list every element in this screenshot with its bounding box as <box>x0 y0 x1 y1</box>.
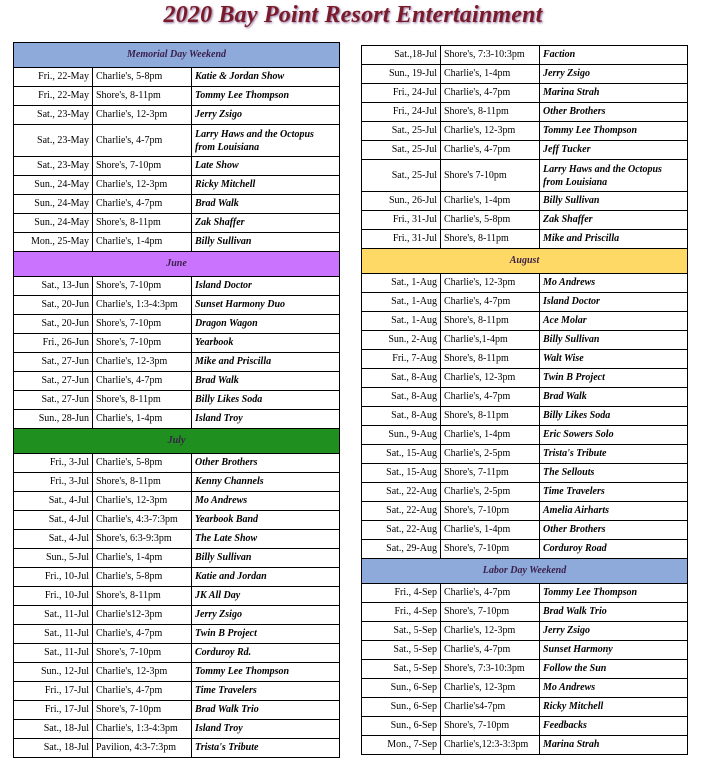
event-date: Mon., 7-Sep <box>362 736 441 755</box>
table-row <box>362 160 688 192</box>
event-artist: Yearbook <box>192 334 340 353</box>
table-row <box>362 736 688 755</box>
event-artist: Zak Shaffer <box>192 214 340 233</box>
event-artist: Katie and Jordan <box>192 568 340 587</box>
event-date: Sun., 24-May <box>14 176 93 195</box>
table-row <box>14 511 340 530</box>
event-date: Sat., 8-Aug <box>362 369 441 388</box>
event-artist: Sunset Harmony <box>540 641 688 660</box>
event-artist: Island Troy <box>192 410 340 429</box>
event-artist: Other Brothers <box>192 454 340 473</box>
event-venue-time: Charlie's, 1-4pm <box>93 549 192 568</box>
table-row <box>14 106 340 125</box>
event-date: Sat., 15-Aug <box>362 464 441 483</box>
event-venue-time: Shore's, 7-10pm <box>93 701 192 720</box>
event-artist: Trista's Tribute <box>540 445 688 464</box>
event-date: Mon., 25-May <box>14 233 93 252</box>
event-date: Fri., 17-Jul <box>14 682 93 701</box>
event-venue-time: Charlie's, 2-5pm <box>441 483 540 502</box>
event-venue-time: Charlie's, 1-4pm <box>93 410 192 429</box>
table-row <box>14 625 340 644</box>
schedule-table-left <box>13 42 340 758</box>
table-row <box>362 660 688 679</box>
event-artist: Billy Likes Soda <box>540 407 688 426</box>
event-venue-time: Charlie's, 4-7pm <box>441 293 540 312</box>
section-header: Labor Day Weekend <box>362 559 688 584</box>
event-artist: Other Brothers <box>540 103 688 122</box>
event-date: Sat., 22-Aug <box>362 521 441 540</box>
event-date: Sat., 4-Jul <box>14 511 93 530</box>
event-date: Sat., 18-Jul <box>14 720 93 739</box>
event-artist: Ricky Mitchell <box>192 176 340 195</box>
event-date: Sat., 25-Jul <box>362 122 441 141</box>
section-header: June <box>14 252 340 277</box>
event-date: Sun., 12-Jul <box>14 663 93 682</box>
event-date: Sun., 6-Sep <box>362 717 441 736</box>
event-artist: Larry Haws and the Octopus from Louisiana <box>192 125 340 157</box>
event-date: Sat., 27-Jun <box>14 372 93 391</box>
event-venue-time: Charlie's, 5-8pm <box>93 568 192 587</box>
section-header-row <box>14 43 340 68</box>
table-row <box>362 388 688 407</box>
table-row <box>362 274 688 293</box>
event-artist: Faction <box>540 46 688 65</box>
event-venue-time: Charlie's, 12-3pm <box>441 679 540 698</box>
section-header: July <box>14 429 340 454</box>
event-venue-time: Shore's, 7-10pm <box>93 644 192 663</box>
table-row <box>362 407 688 426</box>
event-date: Fri., 24-Jul <box>362 84 441 103</box>
event-date: Sat., 11-Jul <box>14 625 93 644</box>
table-row <box>14 701 340 720</box>
table-row <box>362 698 688 717</box>
event-artist: Mo Andrews <box>540 274 688 293</box>
event-date: Sat., 23-May <box>14 157 93 176</box>
event-artist: Jeff Tucker <box>540 141 688 160</box>
event-venue-time: Charlie's, 1-4pm <box>93 233 192 252</box>
event-date: Sat., 1-Aug <box>362 274 441 293</box>
event-date: Fri., 10-Jul <box>14 568 93 587</box>
event-artist: Corduroy Road <box>540 540 688 559</box>
table-row <box>14 176 340 195</box>
event-artist: Yearbook Band <box>192 511 340 530</box>
event-date: Sun., 2-Aug <box>362 331 441 350</box>
event-venue-time: Charlie's,1-4pm <box>441 331 540 350</box>
table-row <box>362 369 688 388</box>
table-row <box>14 587 340 606</box>
event-artist: Twin B Project <box>540 369 688 388</box>
table-row <box>362 521 688 540</box>
table-row <box>14 296 340 315</box>
event-venue-time: Charlie's, 12-3pm <box>93 106 192 125</box>
table-row <box>14 157 340 176</box>
event-date: Sun., 6-Sep <box>362 698 441 717</box>
event-artist: Twin B Project <box>192 625 340 644</box>
event-venue-time: Shore's, 7-10pm <box>441 540 540 559</box>
event-date: Sat., 23-May <box>14 106 93 125</box>
event-venue-time: Shore's, 8-11pm <box>441 407 540 426</box>
event-venue-time: Charlie's, 12-3pm <box>93 492 192 511</box>
event-venue-time: Charlie's,12:3-3:3pm <box>441 736 540 755</box>
event-venue-time: Charlie's, 1:3-4:3pm <box>93 720 192 739</box>
table-row <box>362 502 688 521</box>
event-artist: Sunset Harmony Duo <box>192 296 340 315</box>
event-artist: Mike and Priscilla <box>192 353 340 372</box>
event-venue-time: Shore's, 8-11pm <box>93 391 192 410</box>
event-venue-time: Charlie's, 1-4pm <box>441 192 540 211</box>
table-row <box>362 679 688 698</box>
event-date: Sat., 8-Aug <box>362 388 441 407</box>
event-artist: Amelia Airharts <box>540 502 688 521</box>
event-artist: Corduroy Rd. <box>192 644 340 663</box>
table-row <box>362 717 688 736</box>
event-date: Sat., 22-Aug <box>362 483 441 502</box>
event-venue-time: Charlie's, 4-7pm <box>441 641 540 660</box>
event-artist: Brad Walk <box>192 372 340 391</box>
event-venue-time: Charlie's, 4-7pm <box>93 625 192 644</box>
table-row <box>14 549 340 568</box>
event-artist: Billy Likes Soda <box>192 391 340 410</box>
schedule-table-right <box>361 45 688 755</box>
table-row <box>14 568 340 587</box>
table-row <box>362 293 688 312</box>
event-date: Sat., 1-Aug <box>362 293 441 312</box>
event-artist: Marina Strah <box>540 736 688 755</box>
event-date: Sat., 5-Sep <box>362 622 441 641</box>
event-venue-time: Charlie's, 12-3pm <box>93 353 192 372</box>
event-venue-time: Charlie's, 12-3pm <box>441 622 540 641</box>
event-date: Sat., 15-Aug <box>362 445 441 464</box>
event-date: Fri., 17-Jul <box>14 701 93 720</box>
table-row <box>362 641 688 660</box>
event-artist: Zak Shaffer <box>540 211 688 230</box>
table-row <box>14 473 340 492</box>
event-venue-time: Charlie's, 1-4pm <box>441 521 540 540</box>
event-venue-time: Shore's, 7-11pm <box>441 464 540 483</box>
table-row <box>362 426 688 445</box>
event-artist: Kenny Channels <box>192 473 340 492</box>
event-venue-time: Charlie's, 4-7pm <box>93 195 192 214</box>
event-artist: Dragon Wagon <box>192 315 340 334</box>
section-header: Memorial Day Weekend <box>14 43 340 68</box>
event-date: Fri., 22-May <box>14 68 93 87</box>
table-row <box>14 410 340 429</box>
table-row <box>14 195 340 214</box>
event-artist: Brad Walk Trio <box>540 603 688 622</box>
event-venue-time: Charlie's, 5-8pm <box>93 454 192 473</box>
table-row <box>362 192 688 211</box>
section-header-row <box>14 429 340 454</box>
event-artist: The Sellouts <box>540 464 688 483</box>
event-venue-time: Shore's, 8-11pm <box>441 230 540 249</box>
event-venue-time: Charlie's, 12-3pm <box>441 274 540 293</box>
table-row <box>14 125 340 157</box>
table-row <box>362 350 688 369</box>
event-venue-time: Charlie's, 4-7pm <box>93 682 192 701</box>
event-date: Fri., 22-May <box>14 87 93 106</box>
event-venue-time: Charlie's, 4-7pm <box>441 141 540 160</box>
event-artist: Jerry Zsigo <box>540 622 688 641</box>
event-date: Sun., 19-Jul <box>362 65 441 84</box>
event-venue-time: Shore's, 8-11pm <box>93 473 192 492</box>
table-row <box>14 663 340 682</box>
event-venue-time: Charlie's, 4:3-7:3pm <box>93 511 192 530</box>
event-date: Sun., 6-Sep <box>362 679 441 698</box>
event-artist: Tommy Lee Thompson <box>192 87 340 106</box>
event-date: Sun., 28-Jun <box>14 410 93 429</box>
event-date: Fri., 24-Jul <box>362 103 441 122</box>
event-venue-time: Shore's, 8-11pm <box>93 587 192 606</box>
event-artist: Mo Andrews <box>192 492 340 511</box>
event-date: Sat., 27-Jun <box>14 353 93 372</box>
event-date: Fri., 31-Jul <box>362 211 441 230</box>
event-date: Sun., 24-May <box>14 195 93 214</box>
event-venue-time: Charlie's, 1-4pm <box>441 426 540 445</box>
event-artist: Other Brothers <box>540 521 688 540</box>
table-row <box>14 720 340 739</box>
event-artist: Billy Sullivan <box>540 331 688 350</box>
event-date: Sat., 20-Jun <box>14 296 93 315</box>
table-row <box>14 315 340 334</box>
table-row <box>362 331 688 350</box>
event-date: Sat., 29-Aug <box>362 540 441 559</box>
table-row <box>362 622 688 641</box>
event-venue-time: Shore's, 7-10pm <box>93 157 192 176</box>
event-artist: Billy Sullivan <box>192 233 340 252</box>
event-artist: Jerry Zsigo <box>192 606 340 625</box>
event-venue-time: Charlie's, 4-7pm <box>441 388 540 407</box>
event-date: Sat., 5-Sep <box>362 660 441 679</box>
event-artist: Eric Sowers Solo <box>540 426 688 445</box>
event-artist: Island Troy <box>192 720 340 739</box>
event-artist: Ricky Mitchell <box>540 698 688 717</box>
event-date: Sat., 18-Jul <box>14 739 93 758</box>
table-row <box>14 87 340 106</box>
event-artist: Island Doctor <box>540 293 688 312</box>
event-venue-time: Charlie's, 4-7pm <box>93 125 192 157</box>
event-date: Fri., 3-Jul <box>14 454 93 473</box>
table-row <box>362 483 688 502</box>
event-artist: Time Travelers <box>192 682 340 701</box>
table-row <box>14 233 340 252</box>
event-artist: Billy Sullivan <box>192 549 340 568</box>
event-date: Sat., 25-Jul <box>362 141 441 160</box>
event-venue-time: Charlie's, 1-4pm <box>441 65 540 84</box>
event-date: Sat., 11-Jul <box>14 644 93 663</box>
event-venue-time: Shore's, 6:3-9:3pm <box>93 530 192 549</box>
event-venue-time: Charlie's, 4-7pm <box>441 584 540 603</box>
table-row <box>14 682 340 701</box>
event-venue-time: Charlie's, 12-3pm <box>441 122 540 141</box>
table-row <box>362 603 688 622</box>
event-venue-time: Shore's, 7:3-10:3pm <box>441 660 540 679</box>
event-venue-time: Shore's, 8-11pm <box>93 87 192 106</box>
event-artist: Brad Walk Trio <box>192 701 340 720</box>
event-artist: Marina Strah <box>540 84 688 103</box>
event-date: Sat., 27-Jun <box>14 391 93 410</box>
event-artist: Tommy Lee Thompson <box>540 122 688 141</box>
event-venue-time: Charlie's, 4-7pm <box>93 372 192 391</box>
event-date: Sat., 23-May <box>14 125 93 157</box>
event-artist: JK All Day <box>192 587 340 606</box>
table-row <box>362 141 688 160</box>
event-venue-time: Shore's, 7-10pm <box>441 603 540 622</box>
event-date: Sat., 22-Aug <box>362 502 441 521</box>
event-artist: Ace Molar <box>540 312 688 331</box>
event-date: Sat., 20-Jun <box>14 315 93 334</box>
event-date: Fri., 31-Jul <box>362 230 441 249</box>
event-venue-time: Shore's, 7-10pm <box>93 334 192 353</box>
event-venue-time: Shore's, 8-11pm <box>441 103 540 122</box>
table-row <box>362 584 688 603</box>
table-row <box>14 334 340 353</box>
table-row <box>362 445 688 464</box>
table-row <box>14 739 340 758</box>
event-date: Sun., 5-Jul <box>14 549 93 568</box>
event-venue-time: Charlie's, 12-3pm <box>93 663 192 682</box>
event-venue-time: Shore's 7-10pm <box>441 160 540 192</box>
table-row <box>362 464 688 483</box>
section-header: August <box>362 249 688 274</box>
event-venue-time: Charlie's, 2-5pm <box>441 445 540 464</box>
event-date: Sun., 24-May <box>14 214 93 233</box>
event-venue-time: Shore's, 7-10pm <box>441 717 540 736</box>
table-row <box>362 65 688 84</box>
table-row <box>362 46 688 65</box>
event-date: Sat., 5-Sep <box>362 641 441 660</box>
event-date: Fri., 4-Sep <box>362 584 441 603</box>
page-title: 2020 Bay Point Resort Entertainment <box>163 2 543 28</box>
event-venue-time: Charlie's, 1:3-4:3pm <box>93 296 192 315</box>
event-artist: Katie & Jordan Show <box>192 68 340 87</box>
event-date: Sat., 25-Jul <box>362 160 441 192</box>
table-row <box>14 68 340 87</box>
event-venue-time: Shore's, 7:3-10:3pm <box>441 46 540 65</box>
event-venue-time: Charlie's, 4-7pm <box>441 84 540 103</box>
event-venue-time: Shore's, 7-10pm <box>93 315 192 334</box>
event-artist: Feedbacks <box>540 717 688 736</box>
table-row <box>362 312 688 331</box>
event-artist: The Late Show <box>192 530 340 549</box>
section-header-row <box>14 252 340 277</box>
event-date: Sun., 9-Aug <box>362 426 441 445</box>
event-artist: Tommy Lee Thompson <box>192 663 340 682</box>
event-venue-time: Charlie's, 12-3pm <box>93 176 192 195</box>
table-row <box>14 372 340 391</box>
event-venue-time: Pavilion, 4:3-7:3pm <box>93 739 192 758</box>
event-artist: Island Doctor <box>192 277 340 296</box>
event-venue-time: Shore's, 8-11pm <box>93 214 192 233</box>
event-artist: Brad Walk <box>192 195 340 214</box>
table-row <box>14 644 340 663</box>
event-artist: Billy Sullivan <box>540 192 688 211</box>
event-artist: Follow the Sun <box>540 660 688 679</box>
section-header-row <box>362 559 688 584</box>
event-artist: Mike and Priscilla <box>540 230 688 249</box>
table-row <box>362 103 688 122</box>
table-row <box>362 540 688 559</box>
event-date: Fri., 4-Sep <box>362 603 441 622</box>
table-row <box>14 454 340 473</box>
event-date: Sat.,18-Jul <box>362 46 441 65</box>
event-date: Fri., 3-Jul <box>14 473 93 492</box>
event-date: Fri., 26-Jun <box>14 334 93 353</box>
event-date: Sat., 13-Jun <box>14 277 93 296</box>
event-venue-time: Charlie's12-3pm <box>93 606 192 625</box>
event-artist: Walt Wise <box>540 350 688 369</box>
event-venue-time: Charlie's, 12-3pm <box>441 369 540 388</box>
table-row <box>14 530 340 549</box>
event-artist: Jerry Zsigo <box>192 106 340 125</box>
event-artist: Larry Haws and the Octopus from Louisiana <box>540 160 688 192</box>
event-date: Fri., 10-Jul <box>14 587 93 606</box>
event-artist: Trista's Tribute <box>192 739 340 758</box>
event-artist: Jerry Zsigo <box>540 65 688 84</box>
event-date: Sat., 8-Aug <box>362 407 441 426</box>
table-row <box>14 391 340 410</box>
event-artist: Late Show <box>192 157 340 176</box>
event-venue-time: Shore's, 8-11pm <box>441 312 540 331</box>
event-venue-time: Charlie's4-7pm <box>441 698 540 717</box>
section-header-row <box>362 249 688 274</box>
table-row <box>14 353 340 372</box>
event-date: Sat., 11-Jul <box>14 606 93 625</box>
event-venue-time: Charlie's, 5-8pm <box>441 211 540 230</box>
event-artist: Brad Walk <box>540 388 688 407</box>
table-row <box>362 122 688 141</box>
table-row <box>362 230 688 249</box>
event-venue-time: Shore's, 7-10pm <box>93 277 192 296</box>
table-row <box>14 492 340 511</box>
table-row <box>362 211 688 230</box>
event-venue-time: Shore's, 7-10pm <box>441 502 540 521</box>
event-venue-time: Charlie's, 5-8pm <box>93 68 192 87</box>
event-date: Sat., 4-Jul <box>14 492 93 511</box>
table-row <box>362 84 688 103</box>
table-row <box>14 277 340 296</box>
event-date: Sun., 26-Jul <box>362 192 441 211</box>
event-date: Sat., 4-Jul <box>14 530 93 549</box>
event-artist: Time Travelers <box>540 483 688 502</box>
table-row <box>14 606 340 625</box>
event-date: Sat., 1-Aug <box>362 312 441 331</box>
event-venue-time: Shore's, 8-11pm <box>441 350 540 369</box>
event-date: Fri., 7-Aug <box>362 350 441 369</box>
event-artist: Mo Andrews <box>540 679 688 698</box>
table-row <box>14 214 340 233</box>
event-artist: Tommy Lee Thompson <box>540 584 688 603</box>
